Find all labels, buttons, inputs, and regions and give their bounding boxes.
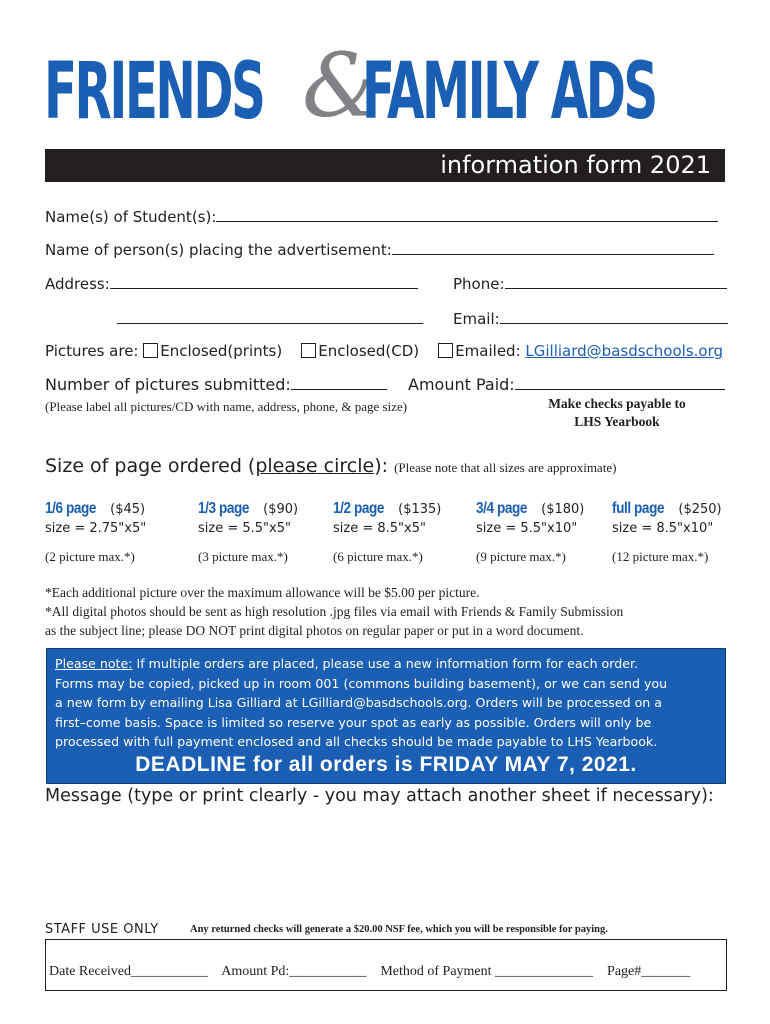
page-number[interactable]: Page#_______ (607, 964, 691, 979)
amount-paid-label: Amount Paid: (408, 375, 515, 394)
phone-row (453, 274, 727, 293)
checks-line2: LHS Yearbook (574, 414, 660, 429)
notice-line-3: a new form by emailing Lisa Gilliard at LGilliard@basdschools.org. Orders will be processed on a (55, 695, 663, 710)
size-option-3-4[interactable] (476, 498, 584, 565)
title-ampersand: & (302, 34, 381, 137)
cd-option-label: Enclosed(CD) (318, 342, 420, 360)
amount-paid-row (408, 375, 725, 394)
size-approx-note: (Please note that all sizes are approximate) (394, 460, 617, 475)
student-names-label: Name(s) of Student(s): (45, 208, 217, 226)
checks-payable (537, 395, 697, 431)
size-option-1-2[interactable] (333, 498, 441, 565)
notice-box (46, 648, 726, 784)
option-name: full page (612, 500, 665, 517)
email-row (453, 309, 728, 328)
form-title (44, 34, 734, 142)
deadline: DEADLINE for all orders is FRIDAY MAY 7, 2021. (135, 753, 637, 776)
phone-label: Phone: (453, 275, 505, 293)
staff-row (49, 964, 690, 980)
pictures-row (45, 342, 723, 360)
option-size: size = 8.5"x10" (612, 521, 714, 536)
num-pictures-label: Number of pictures submitted: (45, 375, 291, 394)
option-size: size = 2.75"x5" (45, 521, 147, 536)
option-max: (6 picture max.*) (333, 549, 423, 564)
payment-method[interactable]: Method of Payment ______________ (380, 964, 594, 979)
student-names-row (45, 207, 718, 226)
message-area[interactable] (45, 815, 725, 915)
note-line-3: as the subject line; please DO NOT print digital photos on regular paper or put in a word document. (45, 623, 584, 638)
notice-text (47, 649, 725, 752)
notice-line-4: first–come basis. Space is limited so reserve your spot as early as possible. Orders will only be (55, 714, 652, 730)
address-field-2[interactable] (117, 309, 423, 324)
option-name: 1/6 page (45, 500, 97, 517)
notice-label: Please note: (55, 656, 133, 671)
title-friends: FRIENDS (44, 47, 264, 137)
size-option-full[interactable] (612, 498, 722, 565)
num-pictures-field[interactable] (291, 375, 387, 390)
notice-line-2: Forms may be copied, picked up in room 001 (commons building basement), or we can send you (55, 675, 668, 691)
amount-paid-field[interactable] (515, 375, 725, 390)
num-pictures-row (45, 375, 387, 394)
label-note: (Please label all pictures/CD with name, address, phone, & page size) (45, 399, 408, 414)
placer-name-field[interactable] (392, 240, 714, 255)
option-size: size = 8.5"x5" (333, 521, 426, 536)
date-received[interactable]: Date Received___________ (49, 964, 209, 979)
notice-line-5: processed with full payment enclosed and all checks should be made payable to LHS Yearbook. (55, 734, 658, 749)
size-option-1-3[interactable] (198, 498, 298, 565)
address-label: Address: (45, 275, 110, 293)
option-price: ($180) (541, 502, 585, 517)
size-heading (45, 455, 616, 477)
option-name: 1/2 page (333, 500, 385, 517)
cd-checkbox[interactable] (301, 343, 316, 358)
option-size: size = 5.5"x5" (198, 521, 291, 536)
notice-line-1: If multiple orders are placed, please use a new information form for each order. (132, 656, 638, 671)
student-names-field[interactable] (216, 207, 718, 222)
amount-pd[interactable]: Amount Pd:___________ (221, 964, 367, 979)
size-heading-circle: please circle (255, 455, 375, 477)
note-line-2: *All digital photos should be sent as high resolution .jpg files via email with Friends & Family Submission (45, 604, 624, 619)
option-max: (9 picture max.*) (476, 549, 566, 564)
subtitle: information form 2021 (440, 151, 711, 179)
option-size: size = 5.5"x10" (476, 521, 578, 536)
placer-name-row (45, 240, 714, 259)
email-label: Email: (453, 310, 500, 328)
option-max: (12 picture max.*) (612, 549, 709, 564)
size-heading-prefix: Size of page ordered ( (45, 455, 256, 477)
message-heading: Message (type or print clearly - you may attach another sheet if necessary): (45, 786, 714, 806)
option-name: 3/4 page (476, 500, 528, 517)
prints-checkbox[interactable] (143, 343, 158, 358)
emailed-address-link[interactable]: LGilliard@basdschools.org (525, 342, 723, 360)
prints-option-label: Enclosed(prints) (160, 342, 283, 360)
note-line-1: *Each additional picture over the maximum allowance will be $5.00 per picture. (45, 585, 480, 600)
staff-use-label: STAFF USE ONLY (45, 922, 159, 937)
placer-name-label: Name of person(s) placing the advertisement: (45, 241, 392, 259)
option-price: ($45) (110, 502, 146, 517)
returned-checks-note: Any returned checks will generate a $20.00 NSF fee, which you will be responsible for paying. (190, 924, 608, 935)
checks-line1: Make checks payable to (548, 396, 686, 411)
title-family-ads: FAMILY ADS (362, 47, 656, 137)
phone-field[interactable] (505, 274, 727, 289)
emailed-option-label: Emailed: (455, 342, 521, 360)
option-name: 1/3 page (198, 500, 250, 517)
emailed-checkbox[interactable] (438, 343, 453, 358)
address-field-1[interactable] (110, 274, 418, 289)
email-field[interactable] (500, 309, 728, 324)
size-heading-suffix: ): (374, 455, 389, 477)
picture-notes (45, 583, 623, 640)
option-max: (2 picture max.*) (45, 549, 135, 564)
option-price: ($135) (398, 502, 442, 517)
size-option-1-6[interactable] (45, 498, 146, 565)
address-row-2 (117, 309, 423, 328)
option-max: (3 picture max.*) (198, 549, 288, 564)
subtitle-bar (45, 149, 725, 182)
option-price: ($250) (678, 502, 722, 517)
staff-box (45, 939, 727, 991)
pictures-label: Pictures are: (45, 342, 139, 360)
address-row (45, 274, 418, 293)
option-price: ($90) (263, 502, 299, 517)
